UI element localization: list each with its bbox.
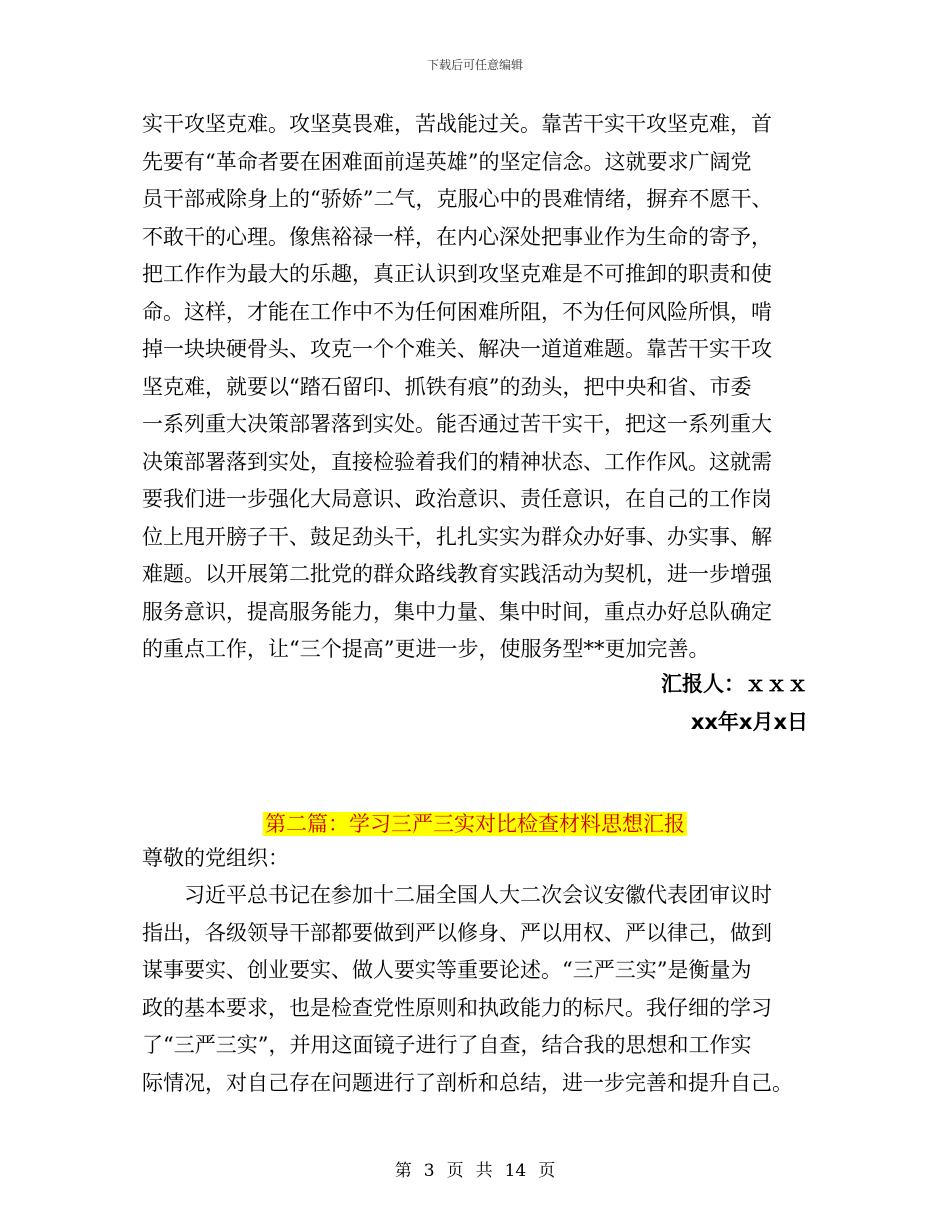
paragraph-line: 位上甩开膀子干、鼓足劲头干，扎扎实实为群众办好事、办实事、解 xyxy=(142,524,772,549)
footer-suffix: 页 xyxy=(538,1161,556,1181)
paragraph-line: 要我们进一步强化大局意识、政治意识、责任意识，在自己的工作岗 xyxy=(142,487,772,511)
paragraph-line: 命。这样，才能在工作中不为任何困难所阻，不为任何风险所惧，啃 xyxy=(142,299,772,324)
salutation xyxy=(142,840,812,878)
paragraph-line: 服务意识，提高服务能力，集中力量、集中时间，重点办好总队确定 xyxy=(142,599,772,624)
page-footer xyxy=(0,1156,950,1181)
paragraph-line: 员干部戒除身上的“骄娇”二气，克服心中的畏难情绪，摒弃不愿干、 xyxy=(142,187,773,211)
footer-prefix: 第 xyxy=(394,1161,412,1181)
paragraph-line: 掉一块块硬骨头、攻克一个个难关、解决一道道难题。靠苦干实干攻 xyxy=(142,337,772,361)
page-header: 下载后可任意编辑 xyxy=(426,58,523,72)
section1-body xyxy=(142,106,812,669)
footer-mid: 页 xyxy=(446,1161,464,1181)
paragraph-line: 政的基本要求，也是检查党性原则和执政能力的标尺。我仔细的学习 xyxy=(142,995,772,1020)
footer-total: 14 xyxy=(504,1161,527,1181)
paragraph-line: 的重点工作，让“三个提高”更进一步，使服务型**更加完善。 xyxy=(142,637,710,661)
paragraph-line: 不敢干的心理。像焦裕禄一样，在内心深处把事业作为生命的寄予， xyxy=(142,224,772,249)
paragraph-line: 决策部署落到实处，直接检验着我们的精神状态、工作作风。这就需 xyxy=(142,449,772,474)
paragraph-line: 了“三严三实”，并用这面镜子进行了自查，结合我的思想和工作实 xyxy=(142,1033,752,1057)
report-date: xx年x月x日 xyxy=(690,710,808,734)
paragraph-line: 难题。以开展第二批党的群众路线教育实践活动为契机，进一步增强 xyxy=(142,562,772,586)
paragraph-line: 坚克难，就要以“踏石留印、抓铁有痕”的劲头，把中央和省、市委 xyxy=(142,374,752,399)
section2-title-text: 第二篇：学习三严三实对比检查材料思想汇报 xyxy=(265,812,685,836)
paragraph-line: 际情况，对自己存在问题进行了剖析和总结，进一步完善和提升自己。 xyxy=(142,1070,793,1095)
footer-total-label: 共 xyxy=(475,1161,493,1181)
footer-page: 3 xyxy=(423,1161,435,1181)
paragraph-line: 习近平总书记在参加十二届全国人大二次会议安徽代表团审议时 xyxy=(142,883,772,907)
paragraph-line: 谋事要实、创业要实、做人要实等重要论述。“三严三实”是衡量为 xyxy=(142,958,752,982)
paragraph-line: 实干攻坚克难。攻坚莫畏难，苦战能过关。靠苦干实干攻坚克难，首 xyxy=(142,112,772,136)
paragraph-line: 一系列重大决策部署落到实处。能否通过苦干实干，把这一系列重大 xyxy=(142,412,772,436)
section2-title xyxy=(0,808,950,838)
paragraph-line: 把工作作为最大的乐趣，真正认识到攻坚克难是不可推卸的职责和使 xyxy=(142,262,772,286)
salutation-text: 尊敬的党组织： xyxy=(142,846,289,870)
paragraph-line: 先要有“革命者要在困难面前逞英雄”的坚定信念。这就要求广阔党 xyxy=(142,149,752,174)
signature: 汇报人：ｘｘｘ xyxy=(661,672,808,696)
paragraph-line: 指出，各级领导干部都要做到严以修身、严以用权、严以律己，做到 xyxy=(142,920,772,945)
section2-body xyxy=(142,877,812,1102)
